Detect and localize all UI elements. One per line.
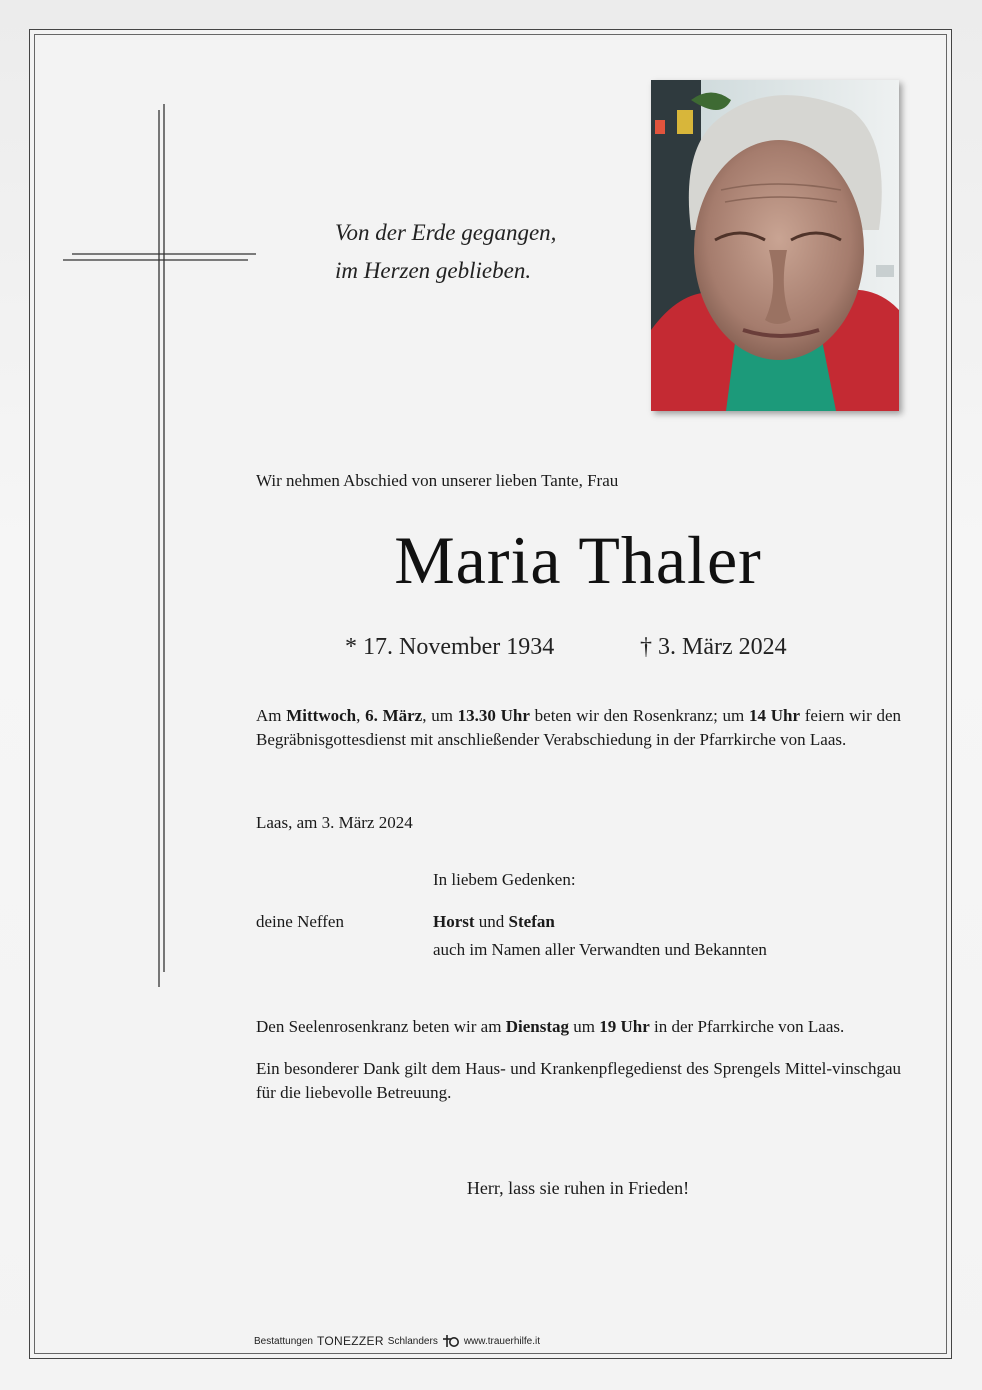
service-announcement: Am Mittwoch, 6. März, um 13.30 Uhr beten wir den Rosenkranz; um 14 Uhr feiern wir den Begräbnisgottesdienst mit anschließender Verabschiedung in der Pfarrkirche von Laas. xyxy=(256,706,902,749)
death-date: † 3. März 2024 xyxy=(640,634,787,660)
portrait-photo xyxy=(651,80,899,411)
place-date: Laas, am 3. März 2024 xyxy=(256,813,413,832)
deceased-name: Maria Thaler xyxy=(394,522,762,598)
intro-text: Wir nehmen Abschied von unserer lieben Tante, Frau xyxy=(256,471,619,490)
footer xyxy=(254,1334,540,1348)
memory-heading: In liebem Gedenken: xyxy=(433,870,576,889)
thanks-text: Ein besonderer Dank gilt dem Haus- und Krankenpflegedienst des Sprengels Mittel-vinschgau für die liebevolle Betreuung. xyxy=(256,1059,901,1102)
mourners-names: Horst und Stefan xyxy=(433,912,555,931)
relation-label: deine Neffen xyxy=(256,912,344,931)
service-date: 6. März xyxy=(365,706,423,725)
motto-line-2: im Herzen geblieben. xyxy=(335,258,532,283)
portrait-image xyxy=(651,80,899,411)
trauerhilfe-logo-icon xyxy=(442,1334,460,1348)
mass-time: 14 Uhr xyxy=(749,706,801,725)
motto xyxy=(335,214,556,290)
on-behalf-text: auch im Namen aller Verwandten und Bekannten xyxy=(433,940,767,959)
rosary-time: 13.30 Uhr xyxy=(457,706,530,725)
footer-url[interactable]: www.trauerhilfe.it xyxy=(463,1335,540,1347)
birth-date: * 17. November 1934 xyxy=(345,634,555,660)
service-day: Mittwoch xyxy=(286,706,357,725)
footer-brand: TONEZZER xyxy=(316,1334,384,1348)
rosary-announcement: Den Seelenrosenkranz beten wir am Dienstag um 19 Uhr in der Pfarrkirche von Laas. xyxy=(256,1017,845,1036)
motto-line-1: Von der Erde gegangen, xyxy=(335,220,557,245)
closing-prayer: Herr, lass sie ruhen in Frieden! xyxy=(466,1178,690,1198)
footer-prefix: Bestattungen xyxy=(254,1335,313,1347)
footer-city: Schlanders xyxy=(387,1335,438,1347)
